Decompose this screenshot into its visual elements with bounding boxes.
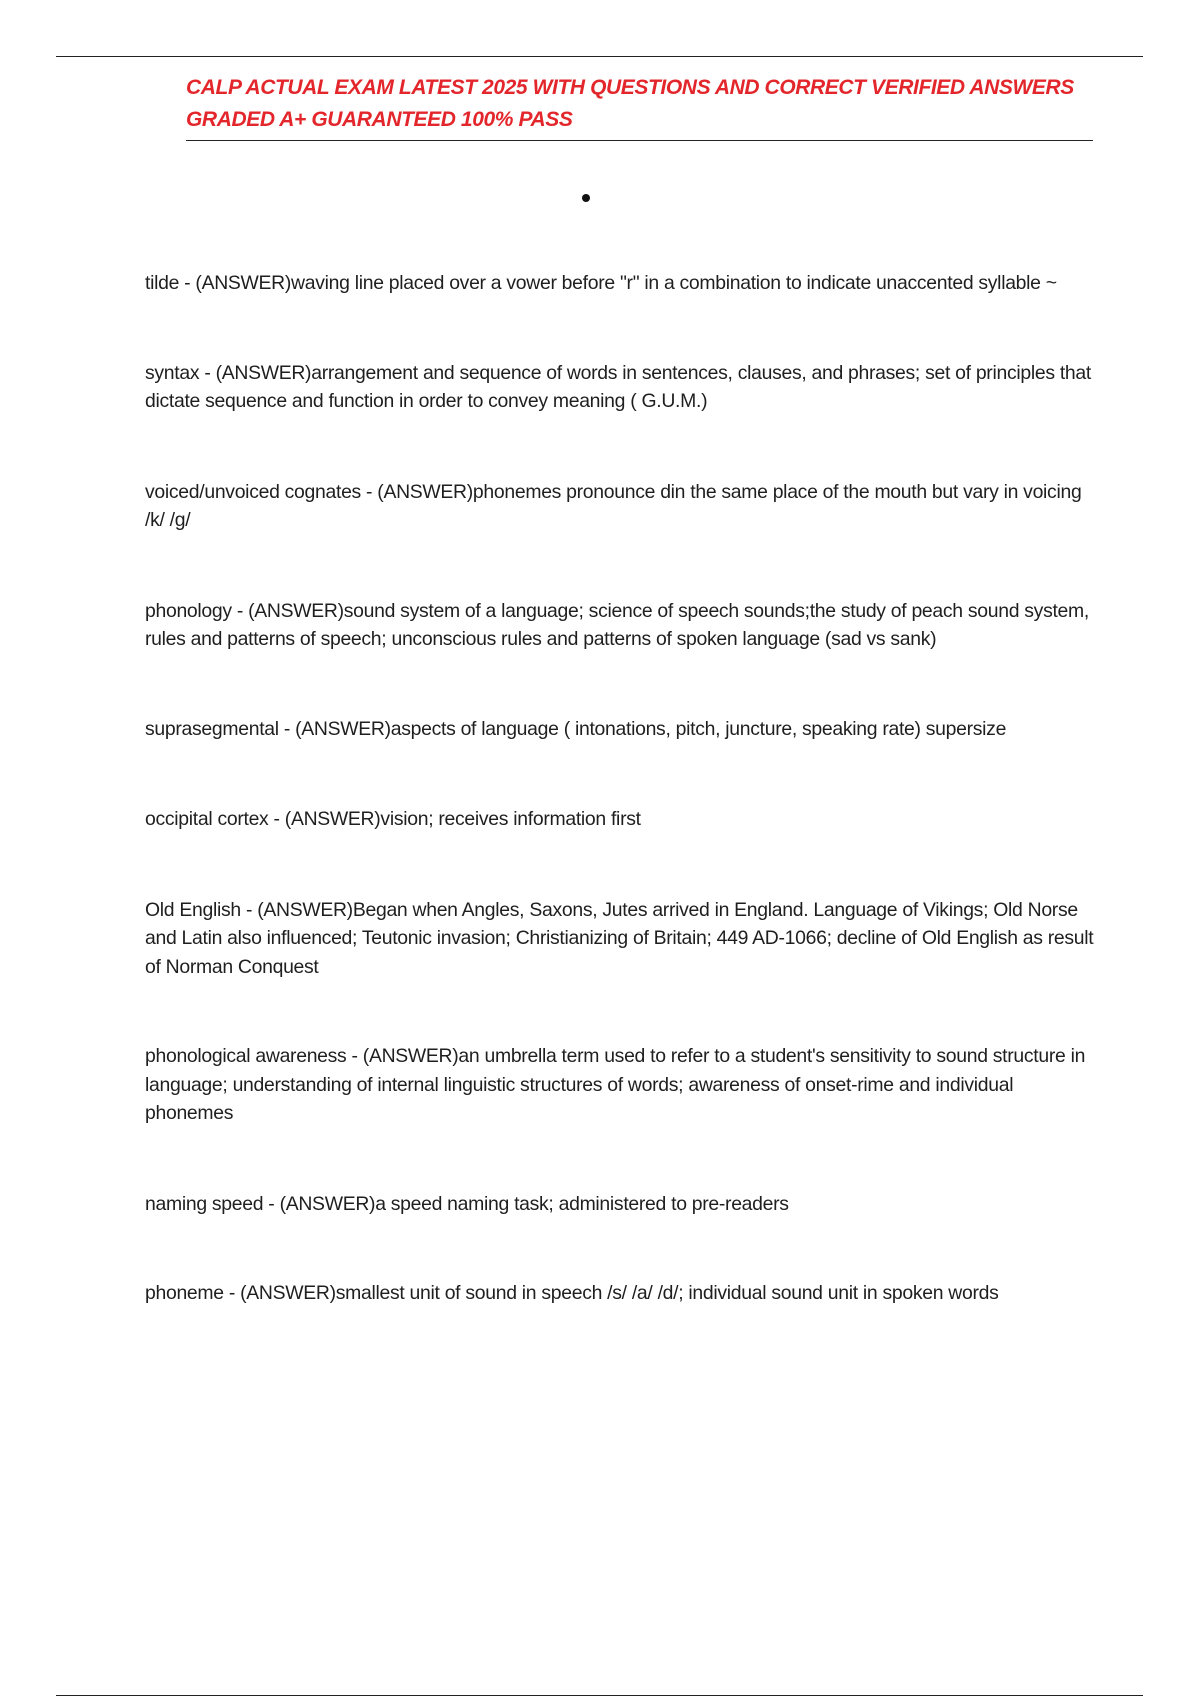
flashcard-entry [145, 359, 1095, 416]
bullet-mark [582, 194, 590, 202]
flashcard-entry [145, 269, 1095, 298]
flashcard-entry [145, 478, 1095, 535]
entry-separator: - [223, 1282, 241, 1304]
entry-separator: - [231, 599, 249, 622]
document-header [186, 72, 1093, 141]
entry-definition: phonemes pronounce din the same place of the mouth but vary in voicing /k/ /g/ [145, 480, 1082, 531]
flashcard-list [145, 269, 1095, 1308]
entry-term: occipital cortex [145, 808, 269, 830]
answer-marker: (ANSWER) [215, 361, 312, 384]
document-title: CALP ACTUAL EXAM LATEST 2025 WITH QUESTIONS AND CORRECT VERIFIED ANSWERS GRADED A+ GUARANTEED 100% PASS [186, 76, 1074, 131]
flashcard-entry [145, 597, 1095, 654]
entry-definition: an umbrella term used to refer to a student's sensitivity to sound structure in language; understanding of internal linguistic structures of words; awareness of onset-rime and individual phonemes [145, 1045, 1086, 1124]
entry-definition: Began when Angles, Saxons, Jutes arrived in England. Language of Vikings; Old Norse and Latin also influenced; Teutonic invasion; Christianizing of Britain; 449 AD-1066; decline of Old English as result of Norman Conquest [145, 898, 1094, 978]
entry-term: suprasegmental [145, 717, 279, 740]
entry-term: Old English [145, 898, 241, 921]
entry-separator: - [268, 808, 285, 830]
entry-term: naming speed [145, 1192, 264, 1215]
entry-term: phoneme [145, 1282, 224, 1304]
entry-definition: aspects of language ( intonations, pitch, juncture, speaking rate) supersize [390, 717, 1007, 740]
entry-separator: - [278, 717, 296, 740]
entry-separator: - [240, 898, 258, 921]
flashcard-entry [145, 1279, 1095, 1308]
entry-term: phonology [145, 599, 232, 622]
page-bottom-rule [56, 1695, 1143, 1696]
flashcard-entry [145, 896, 1095, 982]
flashcard-entry [145, 805, 1095, 834]
answer-marker: (ANSWER) [257, 898, 353, 921]
entry-separator: - [199, 361, 216, 384]
entry-separator: - [346, 1045, 363, 1067]
entry-term: voiced/unvoiced cognates [145, 480, 361, 503]
entry-definition: arrangement and sequence of words in sentences, clauses, and phrases; set of principles that dictate sequence and function in order to convey meaning ( G.U.M.) [145, 361, 1091, 412]
entry-separator: - [360, 480, 378, 503]
answer-marker: (ANSWER) [362, 1045, 459, 1067]
entry-definition: smallest unit of sound in speech /s/ /a/ /d/; individual sound unit in spoken words [335, 1282, 999, 1304]
answer-marker: (ANSWER) [284, 808, 381, 830]
flashcard-entry [145, 715, 1095, 744]
entry-term: syntax [145, 361, 200, 384]
answer-marker: (ANSWER) [240, 1282, 336, 1304]
entry-definition: sound system of a language; science of speech sounds;the study of peach sound system, rules and patterns of speech; unconscious rules and patterns of spoken language (sad vs sank) [145, 599, 1089, 650]
answer-marker: (ANSWER) [195, 272, 292, 294]
entry-separator: - [263, 1192, 280, 1215]
page-top-rule [56, 56, 1143, 57]
entry-term: tilde [145, 272, 180, 294]
entry-definition: a speed naming task; administered to pre-readers [375, 1192, 789, 1215]
answer-marker: (ANSWER) [377, 480, 473, 503]
answer-marker: (ANSWER) [248, 599, 344, 622]
answer-marker: (ANSWER) [279, 1192, 376, 1215]
flashcard-entry [145, 1042, 1095, 1128]
entry-term: phonological awareness [145, 1045, 347, 1067]
answer-marker: (ANSWER) [295, 717, 391, 740]
entry-definition: waving line placed over a vower before "r" in a combination to indicate unaccented syllable ~ [291, 272, 1057, 294]
entry-separator: - [179, 272, 196, 294]
flashcard-entry [145, 1190, 1095, 1219]
entry-definition: vision; receives information first [380, 808, 641, 830]
